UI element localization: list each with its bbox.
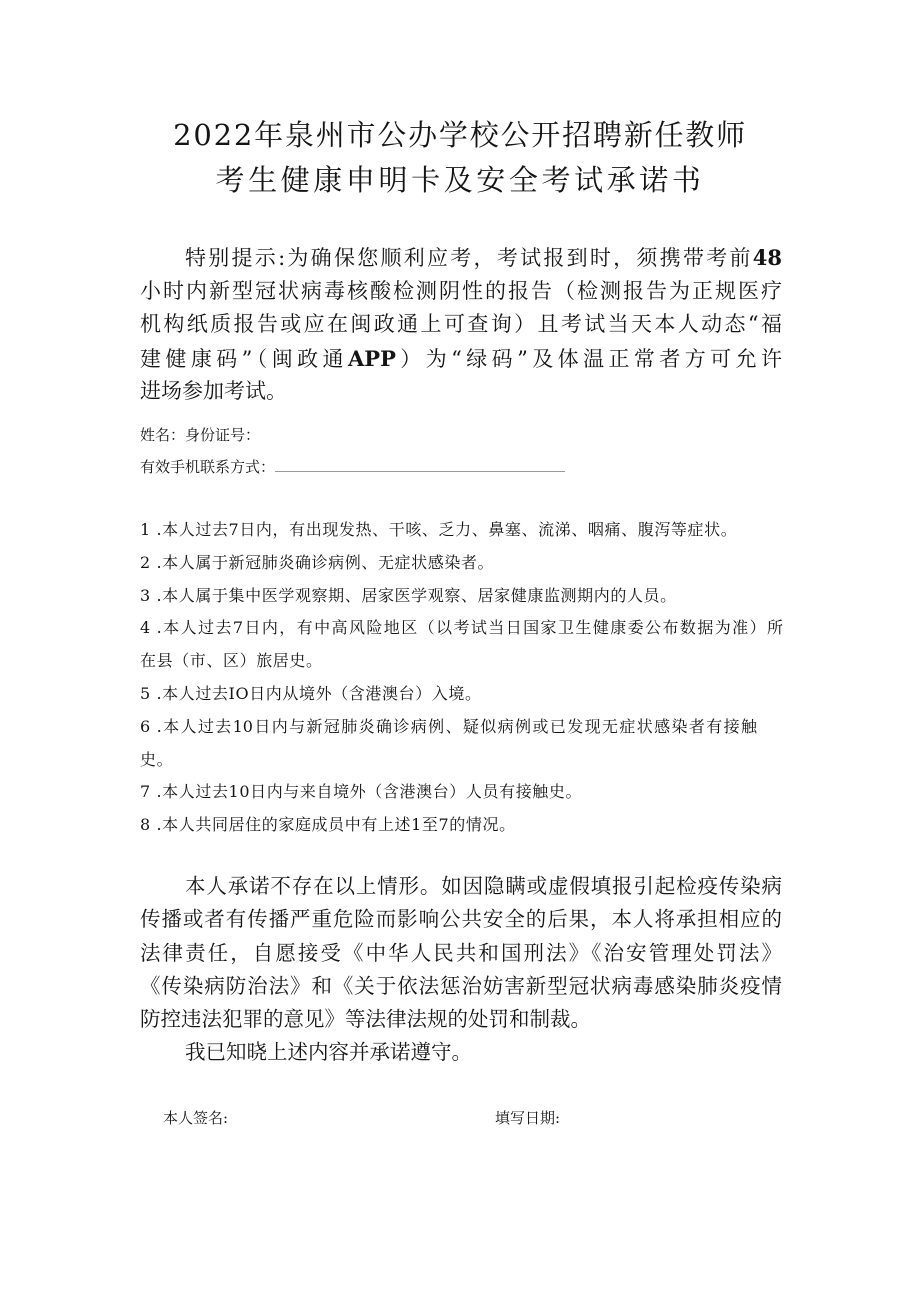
- notice-hours-number: 48: [752, 245, 782, 270]
- notice-line-3: 机构纸质报告或应在闽政通上可查询）且考试当天本人动态“福: [140, 312, 782, 336]
- commitment-line-4: 《传染病防治法》和《关于依法惩治妨害新型冠状病毒感染肺炎疫情: [140, 973, 782, 998]
- notice-line-4-text-b: ）为“绿码”及体温正常者方可允许: [395, 346, 782, 371]
- special-notice-paragraph: [140, 241, 782, 409]
- list-item: 6 .本人过去10日内与新冠肺炎确诊病例、疑似病例或已发现无症状感染者有接触: [140, 716, 757, 736]
- document-title-line-1: 2022年泉州市公办学校公开招聘新任教师: [173, 118, 747, 152]
- list-item: 8 .本人共同居住的家庭成员中有上述1至7的情况。: [140, 815, 516, 835]
- commitment-line-1: 本人承诺不存在以上情形。如因隐瞒或虚假填报引起检疫传染病: [185, 874, 782, 898]
- list-item: 4 .本人过去7日内，有中高风险地区（以考试当日国家卫生健康委公布数据为准）所: [140, 618, 783, 638]
- notice-line-1-text: 特别提示:为确保您顺利应考，考试报到时，须携带考前: [185, 246, 753, 270]
- list-item-continuation: 在县（市、区）旅居史。: [140, 651, 323, 671]
- commitment-line-2: 传播或者有传播严重危险而影响公共安全的后果，本人将承担相应的: [140, 907, 782, 932]
- notice-line-5: 进场参加考试。: [140, 379, 287, 403]
- notice-line-2: 小时内新型冠状病毒核酸检测阴性的报告（检测报告为正规医疗: [140, 278, 782, 303]
- commitment-paragraph: [140, 870, 782, 1070]
- phone-field: [140, 457, 565, 477]
- declaration-items-list: [140, 514, 800, 842]
- acknowledgement-line: 我已知晓上述内容并承诺遵守。: [185, 1040, 472, 1065]
- list-item: 3 .本人属于集中医学观察期、居家医学观察、居家健康监测期内的人员。: [140, 585, 677, 605]
- notice-line-4-text-a: 建健康码”（闽政通: [140, 346, 348, 371]
- list-item: 1 .本人过去7日内，有出现发热、干咳、乏力、鼻塞、流涕、咽痛、腹泻等症状。: [140, 520, 738, 539]
- notice-line-4: [140, 342, 782, 376]
- name-id-label: 姓名：身份证号：: [140, 426, 261, 444]
- signature-label: 本人签名:: [163, 1109, 229, 1127]
- fill-date-label: 填写日期:: [495, 1109, 561, 1127]
- commitment-line-3: 法律责任，自愿接受《中华人民共和国刑法》《治安管理处罚法》: [140, 940, 782, 965]
- document-title-line-2: 考生健康申明卡及安全考试承诺书: [215, 163, 705, 197]
- list-item-continuation: 史。: [140, 749, 174, 769]
- phone-label: 有效手机联系方式：: [140, 458, 276, 476]
- name-id-field: [140, 425, 260, 445]
- list-item: 2 .本人属于新冠肺炎确诊病例、无症状感染者。: [140, 552, 495, 572]
- commitment-line-5: 防控违法犯罪的意见》等法律法规的处罚和制裁。: [140, 1007, 591, 1032]
- list-item: 5 .本人过去IO日内从境外（含港澳台）入境。: [140, 683, 482, 703]
- list-item: 7 .本人过去10日内与来自境外（含港澳台）人员有接触史。: [140, 782, 583, 802]
- phone-blank-line: [275, 457, 565, 472]
- notice-app-name: APP: [347, 345, 396, 371]
- notice-line-1: [140, 241, 782, 275]
